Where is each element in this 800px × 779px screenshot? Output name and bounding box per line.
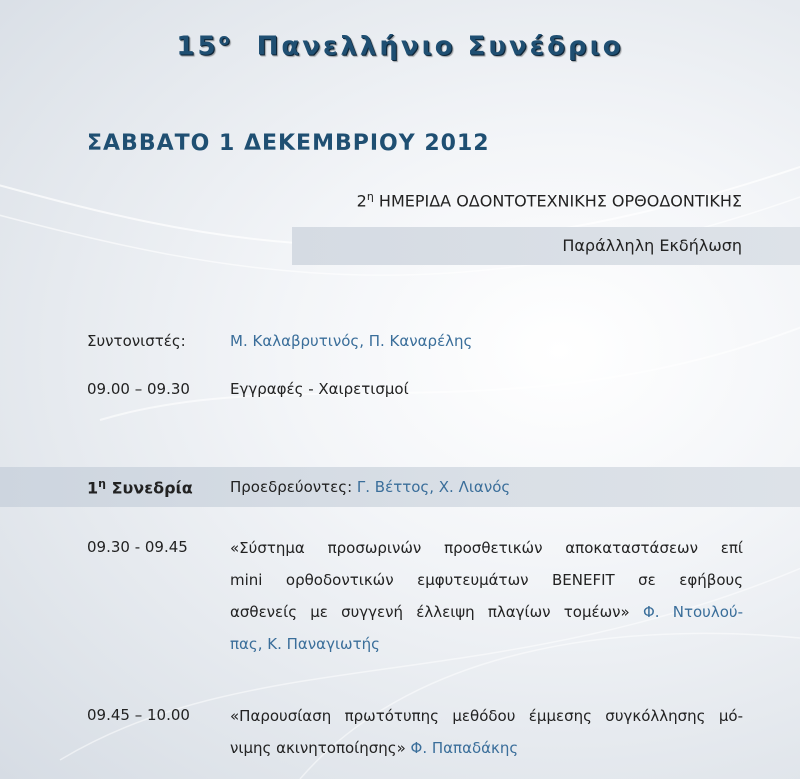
session-chairs bbox=[230, 478, 510, 496]
talk-1-line-4 bbox=[230, 628, 743, 660]
event-title bbox=[357, 190, 742, 210]
conference-number-sup: ο bbox=[218, 30, 233, 49]
session-name: Συνεδρία bbox=[111, 478, 193, 498]
registration-time: 09.00 – 09.30 bbox=[87, 380, 190, 398]
conference-title bbox=[0, 30, 800, 62]
event-name: ΗΜΕΡΙΔΑ ΟΔΟΝΤΟΤΕΧΝΙΚΗΣ ΟΡΘΟΔΟΝΤΙΚΗΣ bbox=[378, 191, 742, 211]
talk-1-line-1: «Σύστημα προσωρινών προσθετικών αποκαταστάσεων επί bbox=[230, 539, 743, 557]
talk-1-title-end: ασθενείς με συγγενή έλλειψη πλαγίων τομέων» bbox=[230, 603, 630, 621]
chairs-names: Γ. Βέττος, Χ. Λιανός bbox=[356, 478, 511, 496]
event-subtitle: Παράλληλη Εκδήλωση bbox=[562, 236, 742, 255]
event-ordinal: 2 bbox=[356, 191, 367, 211]
session-label bbox=[87, 477, 193, 497]
session-number-sup: η bbox=[98, 477, 106, 490]
talk-1-speaker-part1: Φ. Ντουλού- bbox=[642, 603, 743, 621]
conference-number: 15 bbox=[176, 31, 219, 62]
talk-1-line-3 bbox=[230, 596, 743, 628]
talk-2-speaker: Φ. Παπαδάκης bbox=[410, 739, 519, 757]
coordinators-names: Μ. Καλαβρυτινός, Π. Καναρέλης bbox=[230, 332, 473, 350]
coordinators-label: Συντονιστές: bbox=[87, 332, 186, 350]
talk-1-time: 09.30 - 09.45 bbox=[87, 538, 188, 556]
talk-2-line-2 bbox=[230, 732, 743, 764]
chairs-label: Προεδρεύοντες: bbox=[230, 478, 353, 496]
talk-2-time: 09.45 – 10.00 bbox=[87, 706, 190, 724]
talk-1-line-2: mini ορθοδοντικών εμφυτευμάτων BENEFIT σε εφήβους bbox=[230, 571, 743, 589]
talk-2-text bbox=[230, 700, 743, 764]
session-number: 1 bbox=[87, 478, 99, 498]
conference-name: Πανελλήνιο Συνέδριο bbox=[256, 31, 624, 62]
date-heading: ΣΑΒΒΑΤΟ 1 ΔΕΚΕΜΒΡΙΟΥ 2012 bbox=[87, 131, 490, 156]
event-ordinal-sup: η bbox=[366, 190, 374, 203]
talk-2-line-1: «Παρουσίαση πρωτότυπης μεθόδου έμμεσης συγκόλλησης μό- bbox=[230, 707, 743, 725]
talk-1-text bbox=[230, 532, 743, 660]
talk-1-speaker-part2: πας, Κ. Παναγιωτής bbox=[230, 635, 380, 653]
registration-text: Εγγραφές - Χαιρετισμοί bbox=[230, 380, 409, 398]
talk-2-title-end: νιμης ακινητοποίησης» bbox=[230, 739, 406, 757]
